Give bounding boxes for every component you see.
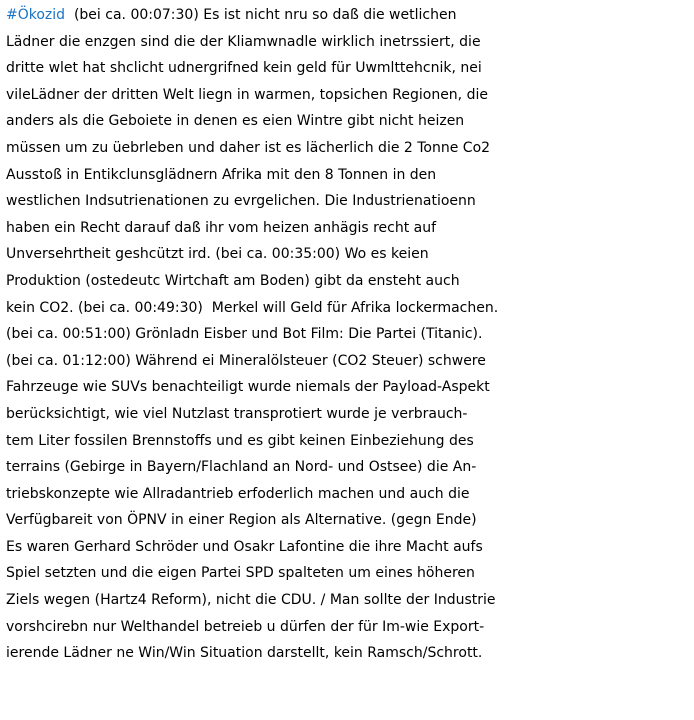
text-line: triebskonzepte wie Allradantrieb erfoderlich machen und auch die <box>6 485 470 502</box>
text-line: vileLädner der dritten Welt liegn in warmen, topsichen Regionen, die <box>6 86 488 103</box>
text-line: dritte wlet hat shclicht udnergrifned kein geld für Uwmlttehcnik, nei <box>6 60 482 77</box>
text-line: Verfügbareit von ÖPNV in einer Region als Alternative. (gegn Ende) <box>6 512 477 529</box>
text-line: kein CO2. (bei ca. 00:49:30) Merkel will Geld für Afrika lockermachen. <box>6 299 499 316</box>
text-line: Lädner die enzgen sind die der Kliamwnadle wirklich inetrssiert, die <box>6 33 481 50</box>
text-line: Es waren Gerhard Schröder und Osakr Lafontine die ihre Macht aufs <box>6 538 483 555</box>
text-line-1 <box>6 2 694 29</box>
text-line: anders als die Geboiete in denen es eien Wintre gibt nicht heizen <box>6 113 465 130</box>
text-line: müssen um zu üebrleben und daher ist es lächerlich die 2 Tonne Co2 <box>6 139 491 156</box>
hashtag-link[interactable]: #Ökozid <box>6 7 66 23</box>
text-line: westlichen Indsutrienationen zu evrgelichen. Die Industrienatioenn <box>6 193 476 210</box>
text-line: Fahrzeuge wie SUVs benachteiligt wurde niemals der Payload-Aspekt <box>6 379 490 396</box>
text-line: vorshcirebn nur Welthandel betreieb u dürfen der für Im-wie Export- <box>6 618 485 635</box>
text-line: (bei ca. 00:51:00) Grönladn Eisber und Bot Film: Die Partei (Titanic). <box>6 326 483 343</box>
first-line-text: (bei ca. 00:07:30) Es ist nicht nru so daß die wetlichen <box>65 7 457 23</box>
text-line: ierende Lädner ne Win/Win Situation darstellt, kein Ramsch/Schrott. <box>6 645 483 662</box>
text-line: Spiel setzten und die eigen Partei SPD spalteten um eines höheren <box>6 565 475 582</box>
text-line: haben ein Recht darauf daß ihr vom heizen anhägis recht auf <box>6 219 437 236</box>
text-line: Unversehrtheit geshcützt ird. (bei ca. 00:35:00) Wo es keien <box>6 246 429 263</box>
text-line: Ausstoß in Entikclunsglädnern Afrika mit den 8 Tonnen in den <box>6 166 437 183</box>
text-line: terrains (Gebirge in Bayern/Flachland an Nord- und Ostsee) die An- <box>6 459 477 476</box>
text-line: (bei ca. 01:12:00) Während ei Mineralölsteuer (CO2 Steuer) schwere <box>6 352 486 369</box>
text-line: Produktion (ostedeutc Wirtchaft am Boden) gibt da ensteht auch <box>6 272 460 289</box>
text-line: berücksichtigt, wie viel Nutzlast transprotiert wurde je verbrauch- <box>6 405 468 422</box>
text-line: tem Liter fossilen Brennstoffs und es gibt keinen Einbeziehung des <box>6 432 474 449</box>
text-line: Ziels wegen (Hartz4 Reform), nicht die CDU. / Man sollte der Industrie <box>6 592 496 609</box>
